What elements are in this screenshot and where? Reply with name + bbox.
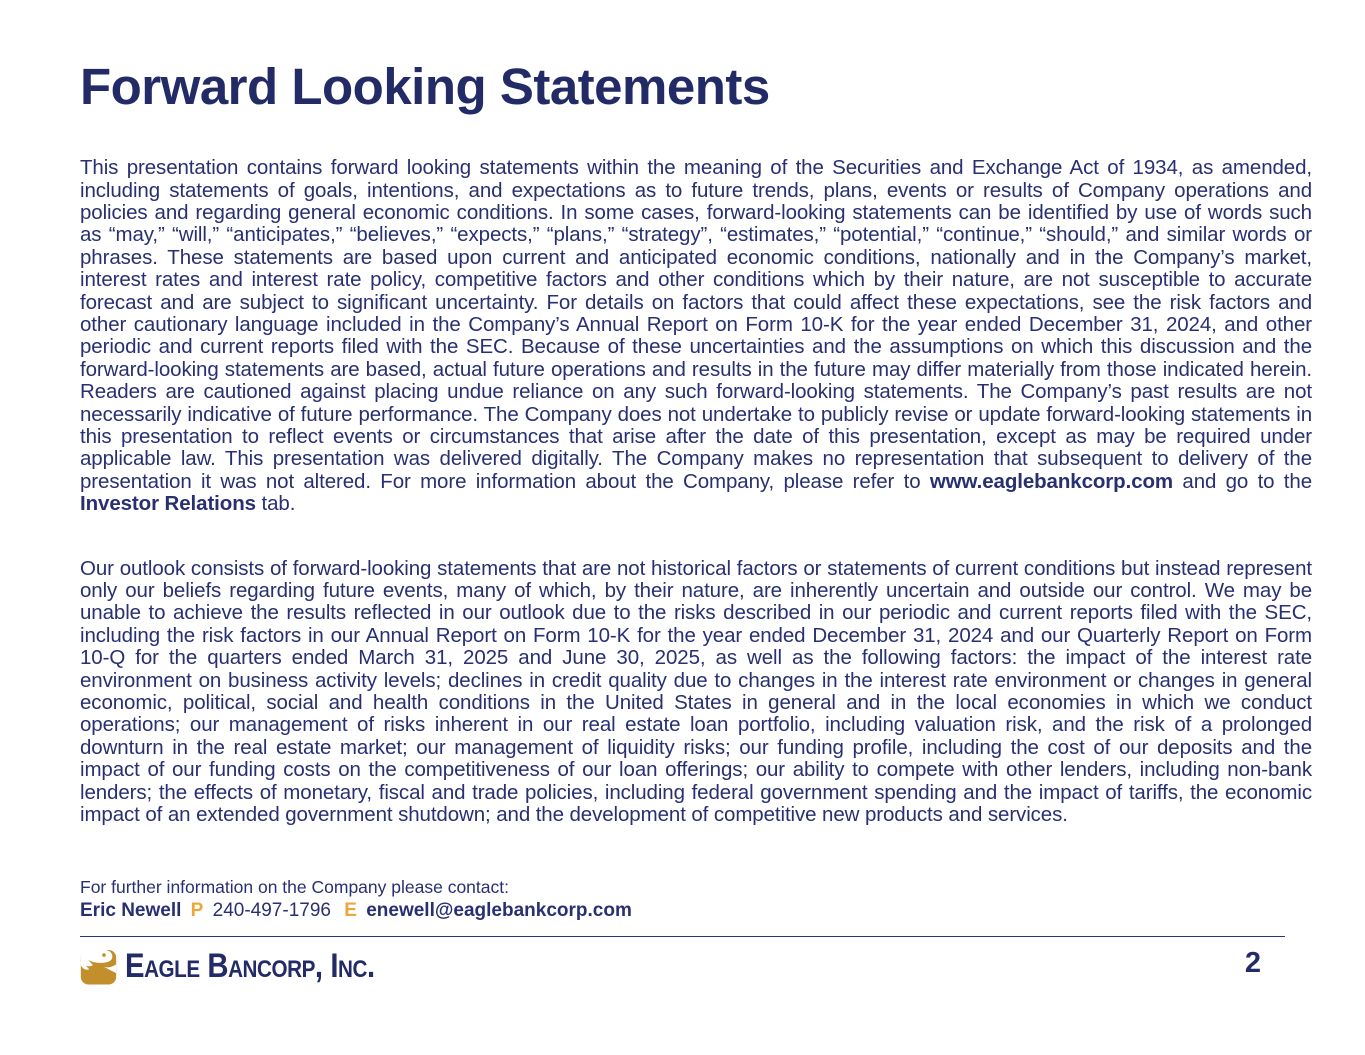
contact-name: Eric Newell xyxy=(80,900,182,922)
page-number: 2 xyxy=(1244,947,1261,980)
footer-divider xyxy=(80,936,1285,937)
paragraph1-mid: and go to the xyxy=(1173,469,1313,493)
contact-block xyxy=(80,876,1312,923)
email-label: E xyxy=(344,900,357,922)
paragraph1-text: This presentation contains forward looking statements within the meaning of the Securities and Exchange Act of 1934, as amended, including statements of goals, intentions, and expectations as to future trends, plans, events or results of Company operations and policies and regarding general economic conditions. In some cases, forward-looking statements can be identified by use of words such as “may,” “will,” “anticipates,” “believes,” “expects,” “plans,” “strategy”, “estimates,” “potential,” “continue,” “should,” and similar words or phrases. These statements are based upon current and anticipated economic conditions, nationally and in the Company’s market, interest rates and interest rate policy, competitive factors and other conditions which by their nature, are not susceptible to accurate forecast and are subject to significant uncertainty. For details on factors that could affect these expectations, see the risk factors and other cautionary language included in the Company’s Annual Report on Form 10-K for the year ended December 31, 2024, and other periodic and current reports filed with the SEC. Because of these uncertainties and the assumptions on which this discussion and the forward-looking statements are based, actual future operations and results in the future may differ materially from those indicated herein. Readers are cautioned against placing undue reliance on any such forward-looking statements. The Company’s past results are not necessarily indicative of future performance. The Company does not undertake to publicly revise or update forward-looking statements in this presentation to reflect events or circumstances that arise after the date of this presentation, except as may be required under applicable law. This presentation was delivered digitally. The Company makes no representation that subsequent to delivery of the presentation it was not altered. For more information about the Company, please refer to xyxy=(80,156,1312,493)
website-url: www.eaglebankcorp.com xyxy=(929,469,1174,493)
page-title: Forward Looking Statements xyxy=(80,58,770,115)
contact-email: enewell@eaglebankcorp.com xyxy=(366,900,632,922)
contact-line xyxy=(80,899,1312,923)
company-logo xyxy=(80,946,415,986)
contact-phone: 240-497-1796 xyxy=(212,900,331,922)
outlook-paragraph: Our outlook consists of forward-looking statements that are not historical factors or statements of current conditions but instead represent only our beliefs regarding future events, many of which, by their nature, are inherently uncertain and outside our control. We may be unable to achieve the results reflected in our outlook due to the risks described in our periodic and current reports filed with the SEC, including the risk factors in our Annual Report on Form 10-K for the year ended December 31, 2024 and our Quarterly Report on Form 10-Q for the quarters ended March 31, 2025 and June 30, 2025, as well as the following factors: the impact of the interest rate environment on business activity levels; declines in credit quality due to changes in the interest rate environment or changes in general economic, political, social and health conditions in the United States in general and in the local economies in which we conduct operations; our management of risks inherent in our real estate loan portfolio, including valuation risk, and the risk of a prolonged downturn in the real estate market; our management of liquidity risks; our funding profile, including the cost of our deposits and the impact of our funding costs on the competitiveness of our loan offerings; our ability to compete with other lenders, including non-bank lenders; the effects of monetary, fiscal and trade policies, including federal government spending and the impact of tariffs, the economic impact of an extended government shutdown; and the development of competitive new products and services. xyxy=(80,556,1312,827)
eagle-head-icon xyxy=(80,946,117,986)
company-logo-text: Eagle Bancorp, Inc. xyxy=(125,947,375,986)
footer xyxy=(80,946,1285,986)
forward-looking-paragraph xyxy=(80,157,1312,516)
paragraph1-end: tab. xyxy=(255,492,296,516)
contact-intro: For further information on the Company please contact: xyxy=(80,877,509,898)
phone-label: P xyxy=(190,900,204,922)
investor-relations-text: Investor Relations xyxy=(80,492,256,516)
